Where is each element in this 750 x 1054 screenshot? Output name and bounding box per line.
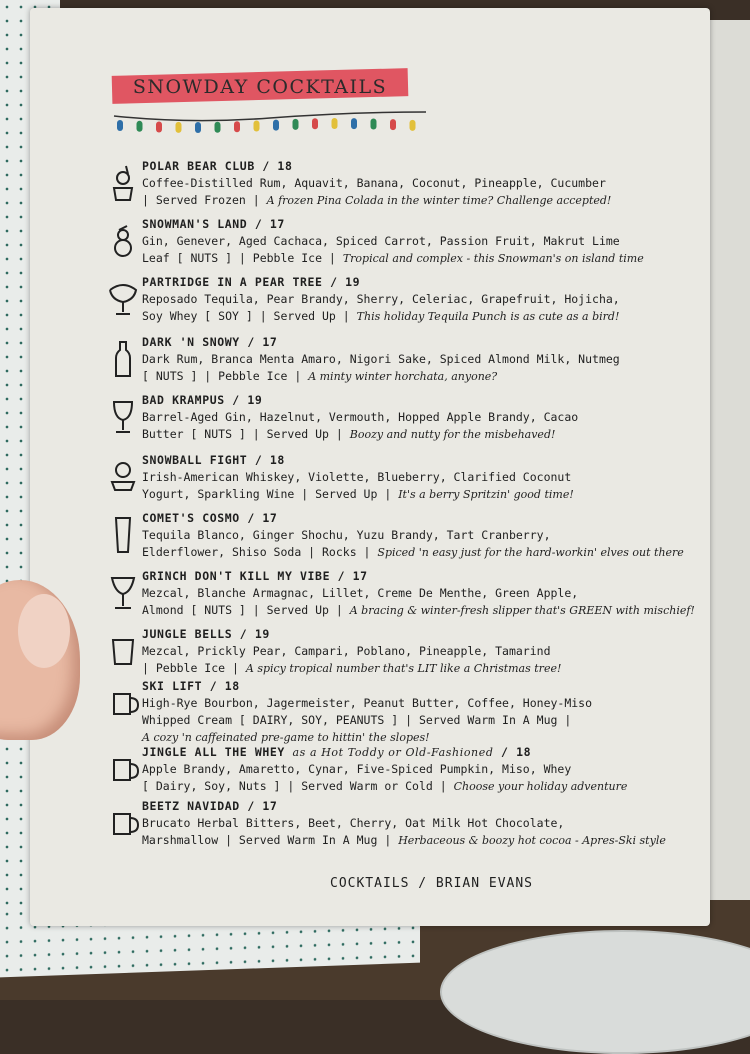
cocktail-name: [142, 158, 611, 175]
cocktail-ingredients: Brucato Herbal Bitters, Beet, Cherry, Oat Milk Hot Chocolate,: [142, 816, 565, 830]
thumbnail: [18, 594, 70, 668]
menu-item-text: [142, 274, 620, 325]
cocktail-ingredients: Mezcal, Blanche Armagnac, Lillet, Creme De Menthe, Green Apple,: [142, 586, 579, 600]
cocktail-details: [142, 778, 627, 795]
light-bulb-icon: [254, 120, 260, 131]
cocktail-details: [142, 832, 666, 849]
snowman-glass-icon: [106, 220, 140, 260]
cocktail-name-label: SNOWMAN'S LAND / 17: [142, 217, 285, 231]
light-bulb-icon: [195, 122, 201, 133]
cocktail-service: | Pebble Ice |: [142, 661, 239, 675]
light-bulb-icon: [351, 118, 357, 129]
menu-item-text: [142, 452, 574, 503]
light-bulb-icon: [215, 122, 221, 133]
string-lights-icon: [110, 108, 430, 144]
cocktail-ingredients: Irish-American Whiskey, Violette, Blueberry, Clarified Coconut: [142, 470, 572, 484]
cocktail-name-label: PARTRIDGE IN A PEAR TREE / 19: [142, 275, 361, 289]
cocktail-name: [142, 510, 684, 527]
light-bulb-icon: [176, 122, 182, 133]
cocktail-ingredients: Apple Brandy, Amaretto, Cynar, Five-Spiced Pumpkin, Miso, Whey: [142, 762, 572, 776]
menu-title-block: [112, 68, 412, 108]
cocktail-note: A bracing & winter-fresh slipper that's GREEN with mischief!: [349, 604, 695, 617]
snowball-icon: [106, 456, 140, 496]
cocktail-ingredients: Coffee-Distilled Rum, Aquavit, Banana, Coconut, Pineapple, Cucumber: [142, 176, 606, 190]
cocktail-name-label: SNOWBALL FIGHT / 18: [142, 453, 285, 467]
menu-item-text: [142, 798, 666, 849]
cocktail-name-label: BEETZ NAVIDAD / 17: [142, 799, 278, 813]
cocktail-name: [142, 392, 578, 409]
light-bulb-icon: [293, 119, 299, 130]
highball-icon: [106, 514, 140, 554]
cocktail-note: It's a berry Spritzin' good time!: [398, 488, 574, 501]
cocktail-ingredients: High-Rye Bourbon, Jagermeister, Peanut Butter, Coffee, Honey-Miso: [142, 696, 593, 710]
light-bulb-icon: [410, 120, 416, 131]
cocktail-details: [142, 250, 644, 267]
cocktail-service: [ NUTS ] | Pebble Ice |: [142, 369, 302, 383]
cocktail-name: [142, 678, 592, 695]
cocktail-name-label: SKI LIFT / 18: [142, 679, 240, 693]
cocktail-note: Boozy and nutty for the misbehaved!: [349, 428, 556, 441]
cocktail-service: Marshmallow | Served Warm In A Mug |: [142, 833, 392, 847]
cocktail-service: [ Dairy, Soy, Nuts ] | Served Warm or Cold |: [142, 779, 447, 793]
menu-item-text: [142, 392, 578, 443]
cocktail-name-label: DARK 'N SNOWY / 17: [142, 335, 278, 349]
cocktail-service: Leaf [ NUTS ] | Pebble Ice |: [142, 251, 336, 265]
cocktail-details: [142, 192, 611, 209]
menu-item-text: [142, 158, 611, 209]
light-bulb-icon: [117, 120, 123, 131]
cocktail-details: [142, 602, 695, 619]
cocktail-ingredients: Gin, Genever, Aged Cachaca, Spiced Carrot, Passion Fruit, Makrut Lime: [142, 234, 620, 248]
cocktail-details: [142, 660, 561, 677]
cocktail-note: Herbaceous & boozy hot cocoa - Apres-Ski style: [398, 834, 666, 847]
cocktail-note: A frozen Pina Colada in the winter time? Challenge accepted!: [266, 194, 612, 207]
cocktail-name: [142, 626, 561, 643]
cocktail-ingredients: Reposado Tequila, Pear Brandy, Sherry, Celeriac, Grapefruit, Hojicha,: [142, 292, 620, 306]
cocktail-details: [142, 308, 620, 325]
menu-title: SNOWDAY COCKTAILS: [132, 76, 388, 98]
cocktail-service: Yogurt, Sparkling Wine | Served Up |: [142, 487, 392, 501]
bird-glass-icon: [106, 278, 140, 318]
menu-item-text: [142, 744, 627, 795]
cocktail-service: Soy Whey [ SOY ] | Served Up |: [142, 309, 350, 323]
goblet-icon: [106, 572, 140, 612]
light-bulb-icon: [390, 119, 396, 130]
cocktail-details: [142, 544, 684, 561]
cocktail-name: [142, 216, 644, 233]
menu-item-text: [142, 626, 561, 677]
menu-item-text: [142, 334, 620, 385]
cocktail-service: Whipped Cream [ DAIRY, SOY, PEANUTS ] | Served Warm In A Mug |: [142, 713, 572, 727]
polar-bear-glass-icon: [106, 162, 140, 202]
bottle-icon: [106, 338, 140, 378]
cocktail-name: [142, 452, 574, 469]
light-bulb-icon: [234, 121, 240, 132]
cocktail-note: A spicy tropical number that's LIT like a Christmas tree!: [245, 662, 562, 675]
cocktail-name: [142, 744, 627, 761]
cocktail-name-note: as a Hot Toddy or Old-Fashioned: [292, 746, 494, 759]
cocktail-note: This holiday Tequila Punch is as cute as a bird!: [356, 310, 620, 323]
mug-icon: [106, 748, 140, 788]
menu-page: [30, 8, 710, 926]
cocktail-ingredients: Barrel-Aged Gin, Hazelnut, Vermouth, Hopped Apple Brandy, Cacao: [142, 410, 579, 424]
cocktail-name-label: GRINCH DON'T KILL MY VIBE / 17: [142, 569, 368, 583]
cocktail-service: | Served Frozen |: [142, 193, 260, 207]
cocktail-name-label: JINGLE ALL THE WHEY: [142, 745, 285, 759]
cocktail-service: Butter [ NUTS ] | Served Up |: [142, 427, 343, 441]
cocktail-details: [142, 368, 620, 385]
tumbler-icon: [106, 630, 140, 670]
light-bulb-icon: [312, 118, 318, 129]
cocktail-price: / 18: [501, 745, 532, 759]
light-bulb-icon: [156, 121, 162, 132]
cocktail-name: [142, 274, 620, 291]
cocktail-ingredients: Tequila Blanco, Ginger Shochu, Yuzu Brandy, Tart Cranberry,: [142, 528, 551, 542]
menu-item-text: [142, 510, 684, 561]
light-bulb-icon: [332, 118, 338, 129]
cocktail-name-label: JUNGLE BELLS / 19: [142, 627, 270, 641]
cocktail-service: Elderflower, Shiso Soda | Rocks |: [142, 545, 371, 559]
cocktail-ingredients: Dark Rum, Branca Menta Amaro, Nigori Sake, Spiced Almond Milk, Nutmeg: [142, 352, 620, 366]
cocktail-name: [142, 798, 666, 815]
cocktail-details: [142, 426, 578, 443]
mug-icon: [106, 682, 140, 722]
cocktail-note: Tropical and complex - this Snowman's on island time: [342, 252, 644, 265]
cocktail-note: A minty winter horchata, anyone?: [308, 370, 498, 383]
cocktail-ingredients: Mezcal, Prickly Pear, Campari, Poblano, Pineapple, Tamarind: [142, 644, 551, 658]
cocktail-name-label: BAD KRAMPUS / 19: [142, 393, 263, 407]
cocktail-name-label: POLAR BEAR CLUB / 18: [142, 159, 293, 173]
cocktail-name: [142, 334, 620, 351]
cocktail-note: A cozy 'n caffeinated pre-game to hittin' the slopes!: [142, 731, 430, 744]
cocktail-note: Choose your holiday adventure: [453, 780, 628, 793]
cocktail-note: Spiced 'n easy just for the hard-workin' elves out there: [377, 546, 684, 559]
light-bulb-icon: [137, 121, 143, 132]
cocktail-service: Almond [ NUTS ] | Served Up |: [142, 603, 343, 617]
menu-footer: COCKTAILS / BRIAN EVANS: [330, 876, 534, 891]
cocktail-details: [142, 712, 592, 729]
mug-icon: [106, 802, 140, 842]
menu-item-text: [142, 568, 695, 619]
cocktail-name: [142, 568, 695, 585]
menu-item-text: [142, 678, 592, 746]
light-bulb-icon: [371, 118, 377, 129]
light-bulb-icon: [273, 120, 279, 131]
cocktail-details: [142, 486, 574, 503]
menu-item-text: [142, 216, 644, 267]
wine-glass-icon: [106, 396, 140, 436]
cocktail-name-label: COMET'S COSMO / 17: [142, 511, 278, 525]
